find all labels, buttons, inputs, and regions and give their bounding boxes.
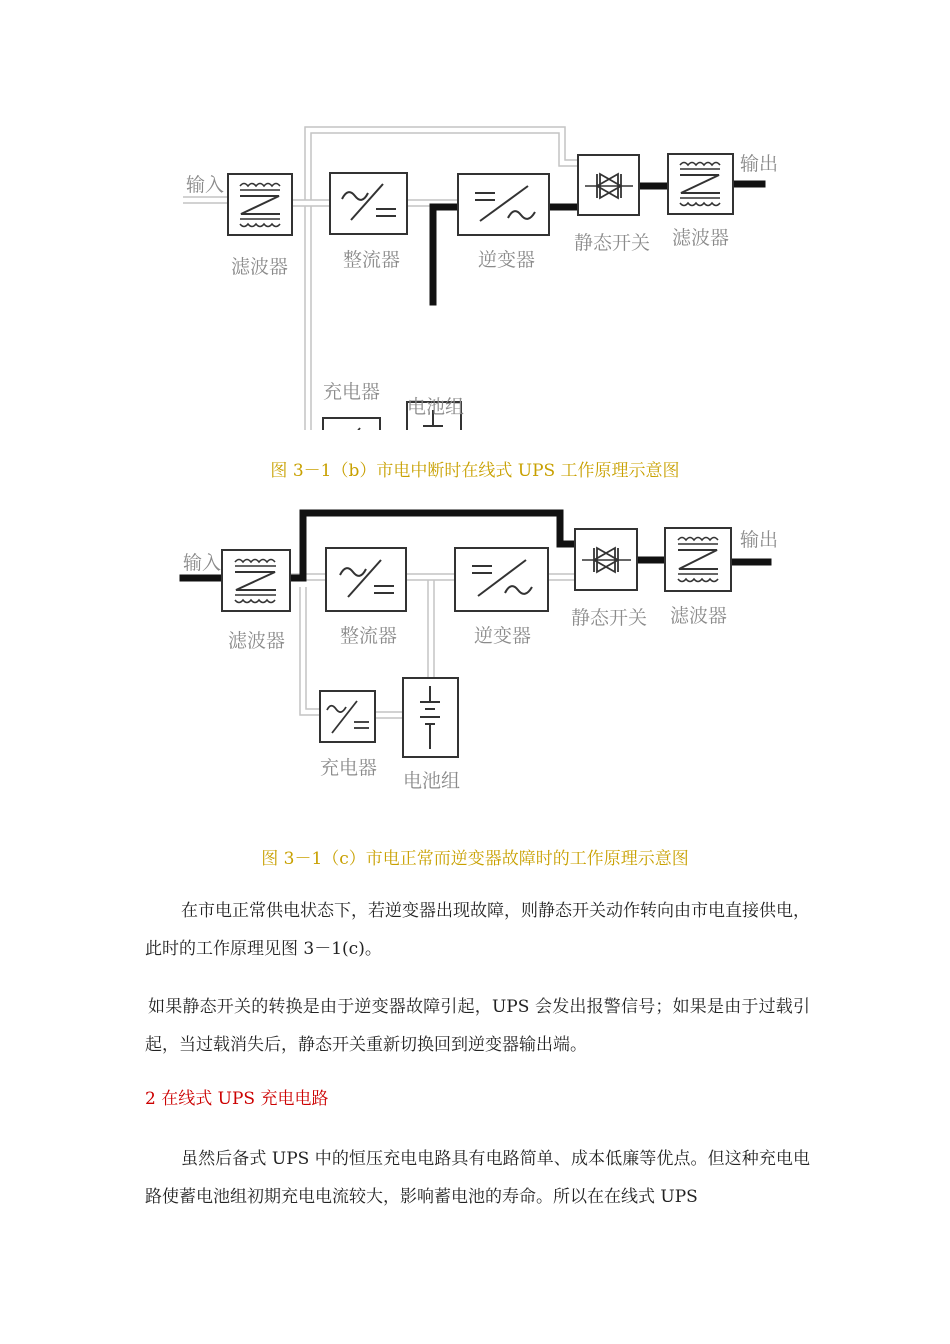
output-label: 输出 (740, 529, 779, 551)
inverter-label: 逆变器 (478, 249, 536, 271)
battery-label: 电池组 (407, 396, 465, 418)
static-switch-label: 静态开关 (574, 232, 651, 254)
rectifier-label: 整流器 (343, 249, 401, 271)
figure-caption-c: 图 3－1（c）市电正常而逆变器故障时的工作原理示意图 (261, 849, 689, 869)
static-switch-block (578, 155, 639, 215)
static-switch-label: 静态开关 (571, 607, 648, 629)
figure-caption-b: 图 3－1（b）市电中断时在线式 UPS 工作原理示意图 (270, 461, 680, 481)
rectifier-block (326, 548, 406, 611)
diagram-mains-interrupted (0, 100, 950, 430)
charger-block (320, 691, 375, 742)
filter-out-label: 滤波器 (670, 605, 728, 627)
output-filter (668, 154, 733, 214)
output-label: 输出 (740, 153, 779, 175)
charger-label: 充电器 (323, 381, 381, 403)
input-label: 输入 (186, 174, 225, 196)
battery-block (403, 678, 458, 757)
filter-in-label: 滤波器 (231, 256, 289, 278)
charger-label: 充电器 (320, 757, 378, 779)
input-filter (222, 550, 290, 611)
inverter-block (455, 548, 548, 611)
paragraph-inverter-fault: 在市电正常供电状态下，若逆变器出现故障，则静态开关动作转向由市电直接供电，此时的工作原理见图 3－1(c)。 (145, 901, 810, 959)
filter-out-label: 滤波器 (672, 227, 730, 249)
rectifier-block (330, 173, 407, 234)
section-heading: 2 在线式 UPS 充电电路 (145, 1089, 329, 1109)
input-label: 输入 (183, 552, 222, 574)
paragraph-static-switch: 如果静态开关的转换是由于逆变器故障引起，UPS 会发出报警信号；如果是由于过载引起，当过载消失后，静态开关重新切换回到逆变器输出端。 (145, 997, 810, 1055)
charger-block (323, 418, 380, 430)
diagram-inverter-fault (0, 500, 950, 810)
inverter-block (458, 174, 549, 235)
inverter-label: 逆变器 (474, 625, 532, 647)
input-filter (228, 174, 292, 235)
static-switch-block (575, 529, 637, 590)
battery-label: 电池组 (403, 770, 461, 792)
paragraph-charging-circuit: 虽然后备式 UPS 中的恒压充电电路具有电路简单、成本低廉等优点。但这种充电电路使蓄电池组初期充电电流较大，影响蓄电池的寿命。所以在在线式 UPS (145, 1149, 810, 1207)
output-filter (665, 528, 731, 591)
rectifier-label: 整流器 (340, 625, 398, 647)
filter-in-label: 滤波器 (228, 630, 286, 652)
